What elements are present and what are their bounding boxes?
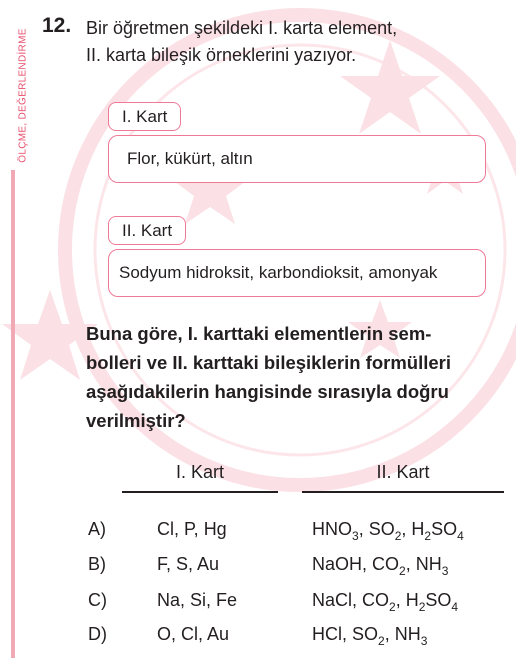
option-d-card-1[interactable]: O, Cl, Au [157,624,230,644]
card-1-label-text: I. Kart [122,106,168,126]
question-line: verilmiştir? [86,410,186,431]
question-stem [86,15,496,69]
option-b-card-1[interactable]: F, S, Au [157,554,220,574]
option-d-card-2[interactable]: HCl, $SO_2$, $NH_3$ [312,624,428,648]
column-rule-card-1 [122,491,278,493]
question-number: 12. [42,14,72,37]
card-1-content: Flor, kükürt, altın [127,149,253,168]
option-c-card-2[interactable]: NaCl, $CO_2$, $H_2SO_4$ [312,590,459,614]
card-2-content: Sodyum hidroksit, karbondioksit, amonyak [119,263,438,282]
card-2-content-box [108,249,486,297]
option-d-letter[interactable]: D) [88,624,107,644]
side-label: ÖLÇME, DEĞERLENDİRME [17,28,29,163]
column-rule-card-2 [302,491,504,493]
question-line: Buna göre, I. karttaki elementlerin sem- [86,323,432,344]
option-c-letter[interactable]: C) [88,590,107,610]
card-2-label-text: II. Kart [122,220,173,240]
question-line: bolleri ve II. karttaki bileşiklerin formülleri [86,352,451,373]
question-text [86,319,506,435]
card-1-content-box [108,135,486,183]
option-a-card-1[interactable]: Cl, P, Hg [157,519,227,539]
stem-line: II. karta bileşik örneklerini yazıyor. [86,45,357,65]
card-1-label [108,102,181,131]
option-c-card-1[interactable]: Na, Si, Fe [157,590,238,610]
option-a-card-2[interactable]: $HNO_3$, $SO_2$, $H_2SO_4$ [312,519,464,543]
option-a-letter[interactable]: A) [88,519,106,539]
question-line: aşağıdakilerin hangisinde sırasıyla doğru [86,381,449,402]
column-header-card-1: I. Kart [175,462,224,482]
option-b-letter[interactable]: B) [88,554,106,574]
column-header-card-2: II. Kart [376,462,430,482]
card-2-label [108,216,186,245]
side-accent-bar [11,170,15,658]
stem-line: Bir öğretmen şekildeki I. karta element, [86,18,398,38]
option-b-card-2[interactable]: NaOH, $CO_2$, $NH_3$ [312,554,449,578]
